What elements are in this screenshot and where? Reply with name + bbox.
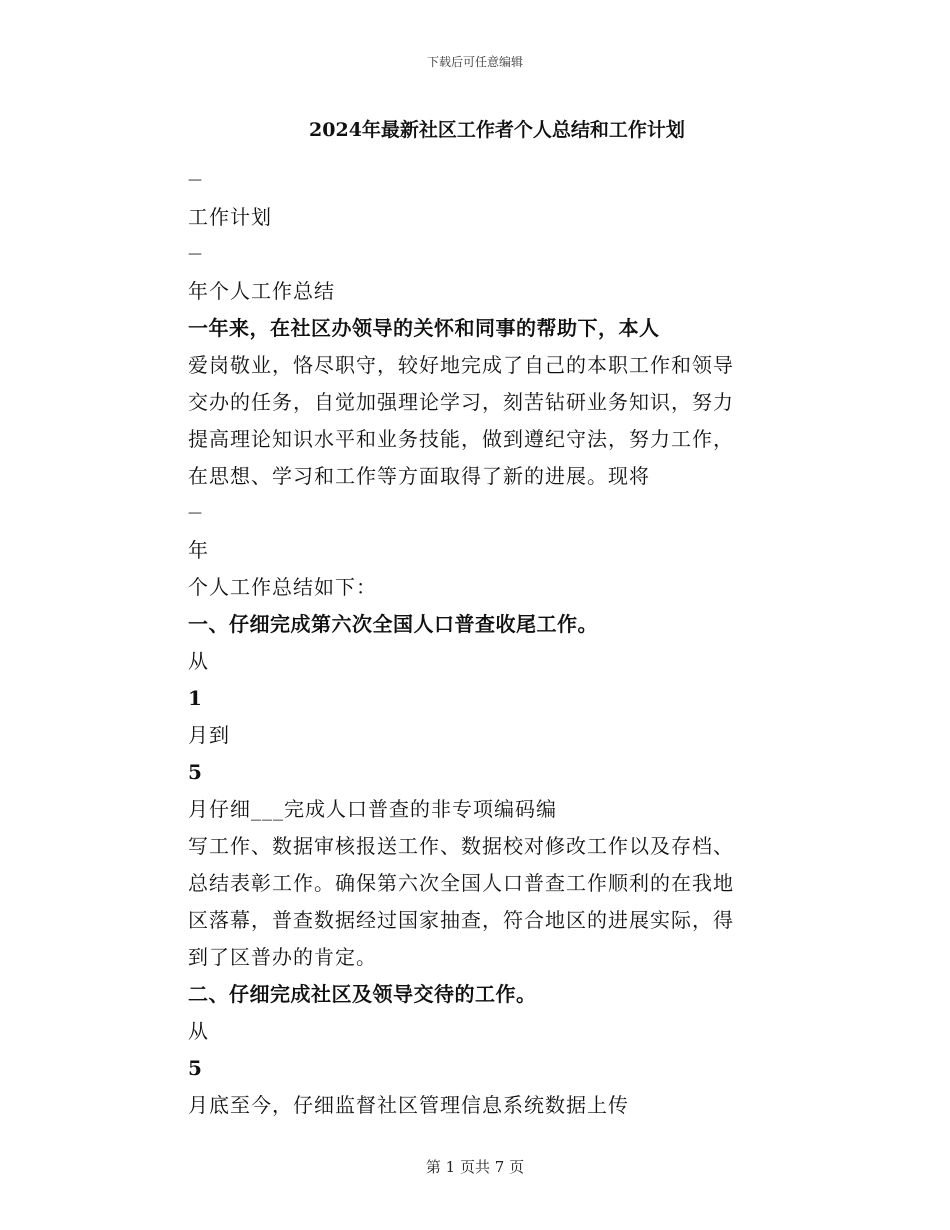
document-title: 2024年最新社区工作者个人总结和工作计划 bbox=[309, 119, 685, 141]
paragraph-line: 从 bbox=[188, 649, 209, 673]
section-heading: 二、仔细完成社区及领导交待的工作。 bbox=[188, 982, 537, 1006]
paragraph-line: 总结表彰工作。确保第六次全国人口普查工作顺利的在我地 bbox=[188, 871, 734, 895]
section-heading: 一、仔细完成第六次全国人口普查收尾工作。 bbox=[188, 612, 598, 636]
paragraph-line: 月底至今，仔细监督社区管理信息系统数据上传 bbox=[188, 1093, 629, 1117]
paragraph-line: 从 bbox=[188, 1019, 209, 1043]
paragraph-line: 年个人工作总结 bbox=[188, 279, 335, 303]
paragraph-line: 写工作、数据审核报送工作、数据校对修改工作以及存档、 bbox=[188, 834, 734, 858]
paragraph-line: 工作计划 bbox=[188, 205, 272, 229]
paragraph-line: 交办的任务，自觉加强理论学习，刻苦钻研业务知识，努力 bbox=[188, 390, 734, 414]
paragraph-line: 个人工作总结如下： bbox=[188, 575, 377, 599]
paragraph-line: 区落幕，普查数据经过国家抽查，符合地区的进展实际，得 bbox=[188, 908, 734, 932]
paragraph-line: 年 bbox=[188, 538, 209, 562]
dash-line: — bbox=[188, 172, 203, 188]
number-line: 1 bbox=[188, 686, 203, 710]
dash-line: — bbox=[188, 505, 203, 521]
number-line: 5 bbox=[188, 760, 203, 784]
paragraph-line: 月到 bbox=[188, 723, 230, 747]
document-body bbox=[188, 162, 763, 1124]
paragraph-line: 提高理论知识水平和业务技能，做到遵纪守法，努力工作， bbox=[188, 427, 734, 451]
paragraph-line: 爱岗敬业，恪尽职守，较好地完成了自己的本职工作和领导 bbox=[188, 353, 734, 377]
dash-line: — bbox=[188, 246, 203, 262]
page-header: 下载后可任意编辑 bbox=[426, 55, 523, 69]
paragraph-line: 到了区普办的肯定。 bbox=[188, 945, 377, 969]
number-line: 5 bbox=[188, 1056, 203, 1080]
paragraph-line: 一年来，在社区办领导的关怀和同事的帮助下，本人 bbox=[188, 316, 660, 340]
page-footer: 第 1 页共 7 页 bbox=[425, 1158, 525, 1176]
paragraph-line: 月仔细___完成人口普查的非专项编码编 bbox=[188, 797, 557, 821]
paragraph-line: 在思想、学习和工作等方面取得了新的进展。现将 bbox=[188, 464, 650, 488]
